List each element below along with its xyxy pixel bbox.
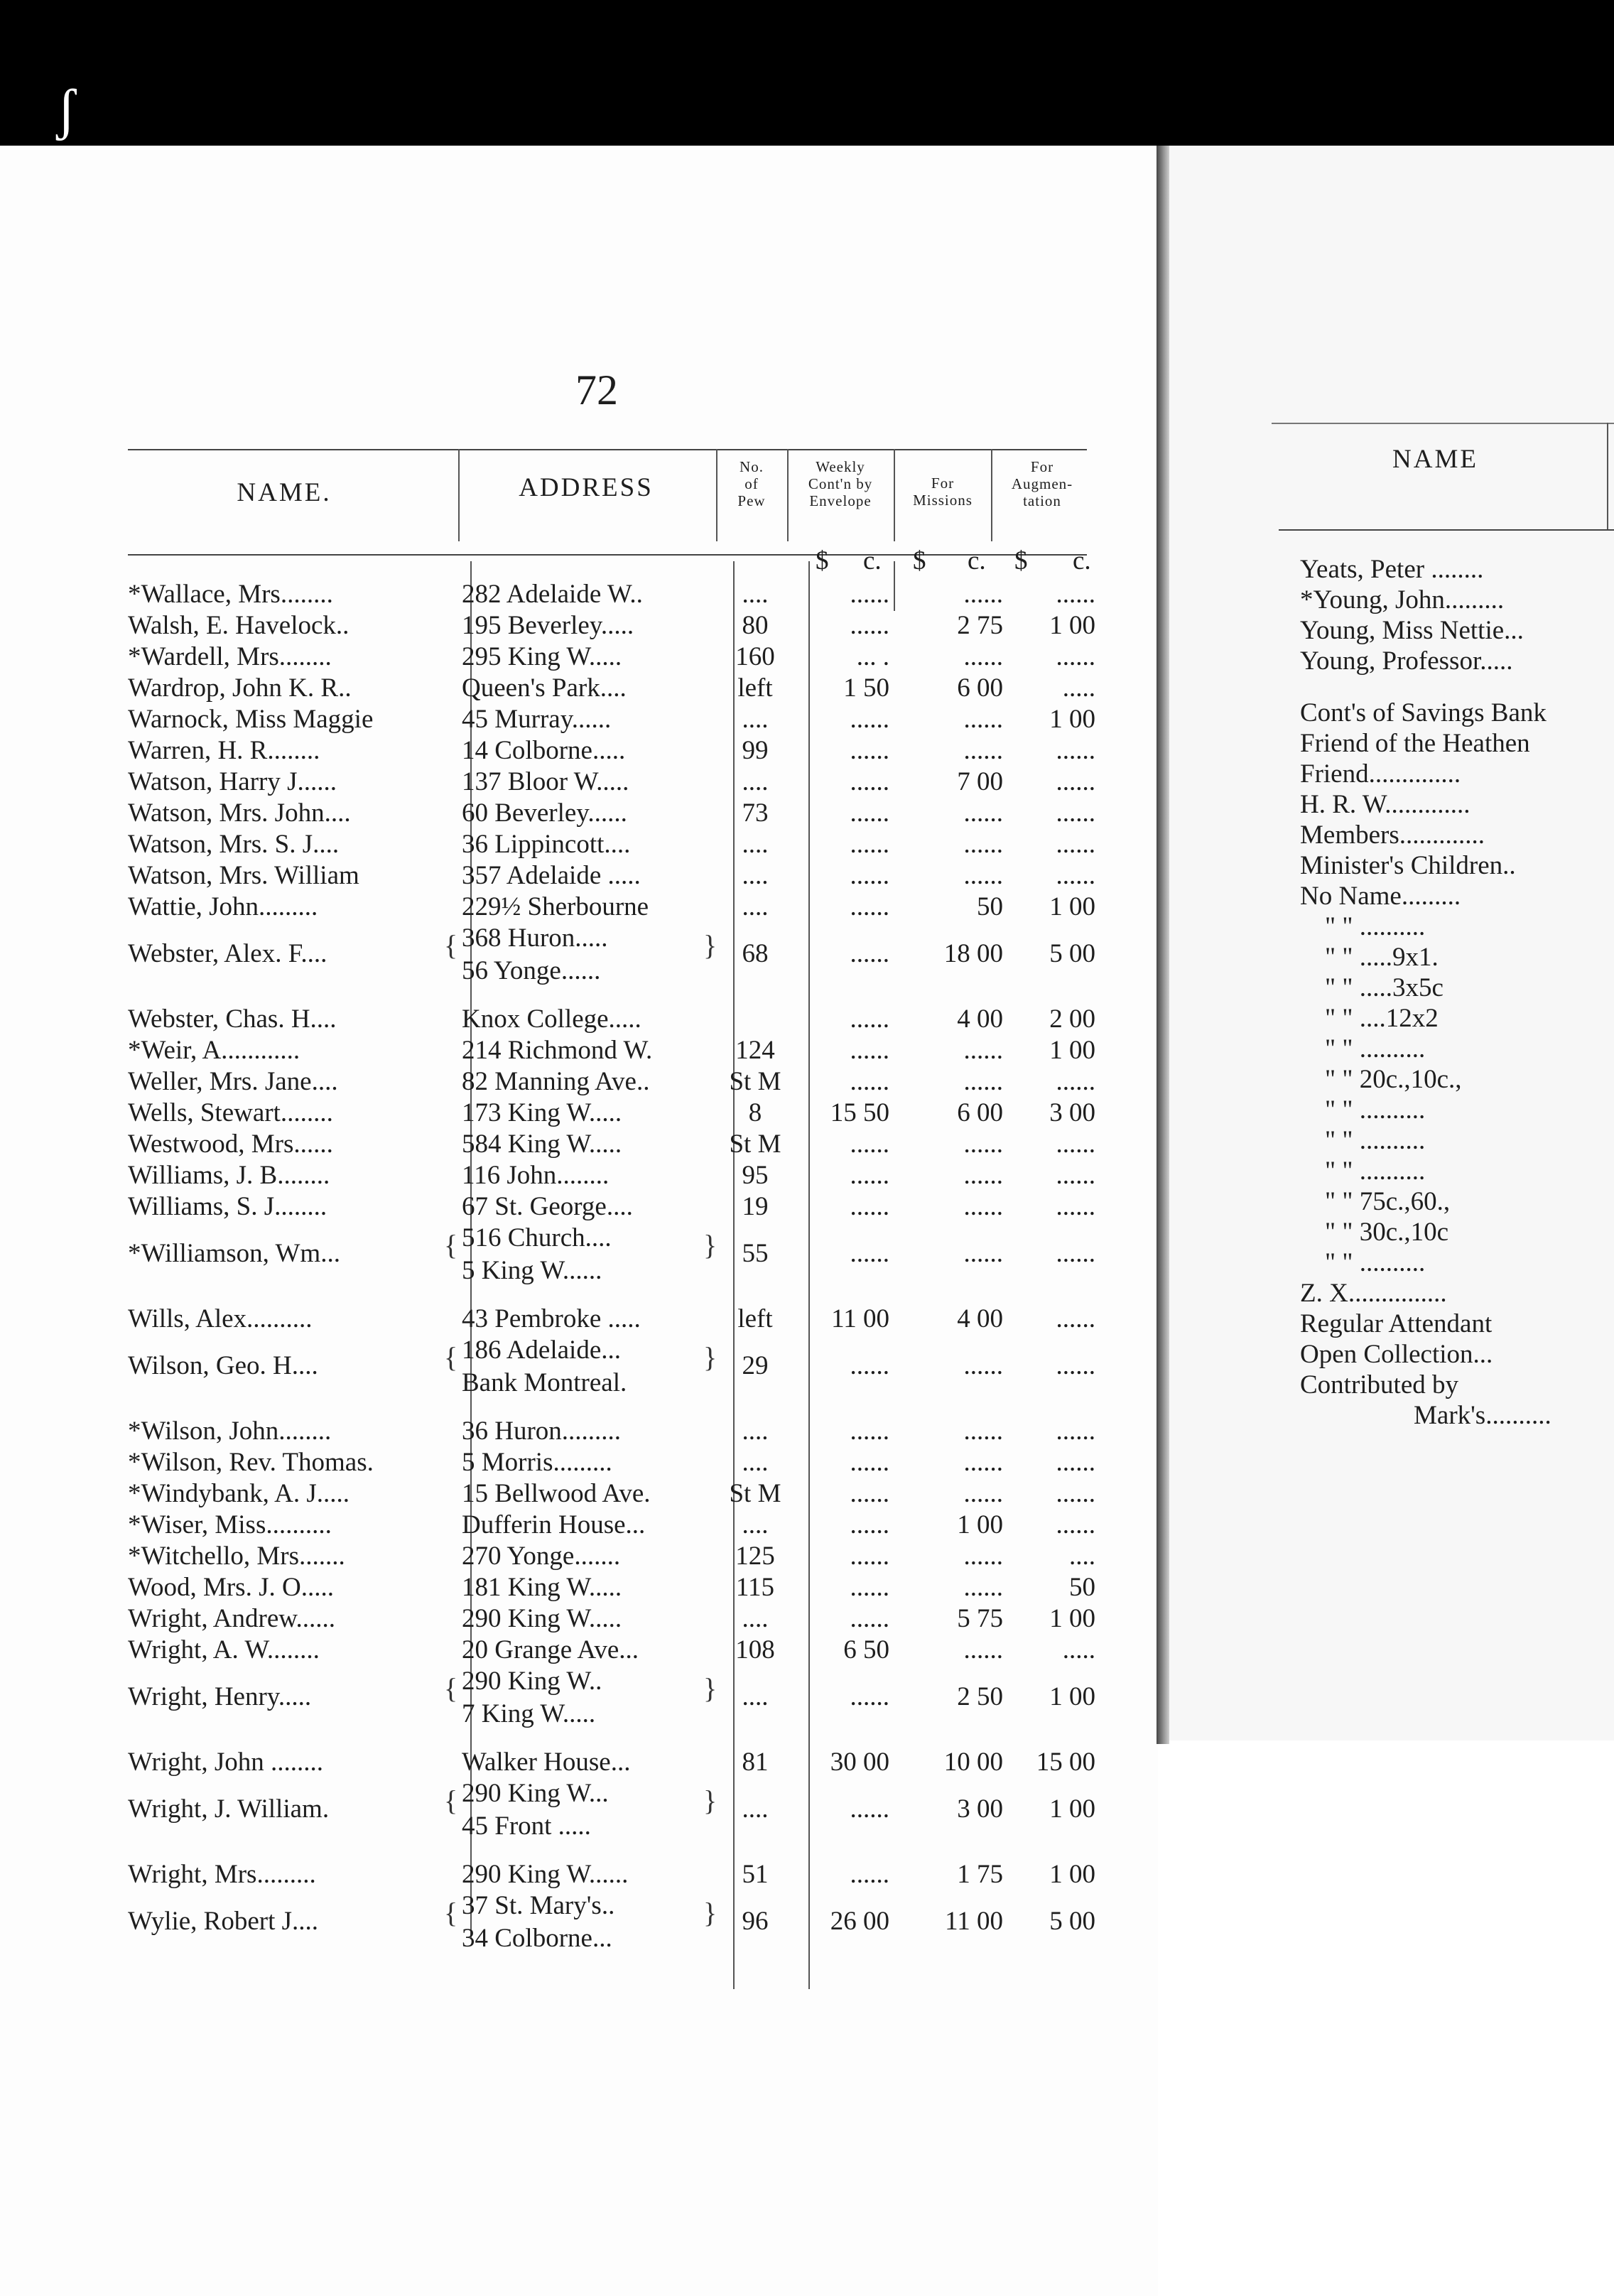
contributor-name: Wright, Andrew...... <box>128 1604 336 1633</box>
right-list-item: " " .......... <box>1325 1034 1426 1063</box>
contributor-name: Wilson, Geo. H.... <box>128 1351 318 1380</box>
currency-dollar: $ <box>1014 546 1028 575</box>
contributor-name: Wood, Mrs. J. O..... <box>128 1573 334 1602</box>
contributor-name: *Wilson, Rev. Thomas. <box>128 1448 374 1477</box>
contributor-address: 137 Bloor W..... <box>462 767 629 796</box>
book-spine <box>1157 146 1169 1744</box>
missions-contribution: ...... <box>963 1448 1003 1477</box>
pew-number: left <box>737 673 773 703</box>
missions-contribution: ...... <box>963 1161 1003 1190</box>
contributor-address: 36 Lippincott.... <box>462 830 631 859</box>
pew-number: 55 <box>742 1239 769 1268</box>
brace-right: } <box>703 1341 717 1373</box>
contributor-name: Wills, Alex.......... <box>128 1304 313 1333</box>
contributor-address: 295 King W..... <box>462 642 622 671</box>
weekly-contribution: ...... <box>850 1161 889 1190</box>
contributor-address: 36 Huron......... <box>462 1417 622 1446</box>
currency-dollar: $ <box>913 546 926 575</box>
augmentation-contribution: ...... <box>1056 1304 1095 1333</box>
contributor-name: Watson, Mrs. John.... <box>128 798 351 828</box>
currency-cents: c. <box>863 546 882 575</box>
header-pew <box>717 458 786 509</box>
header-weekly-line: Envelope <box>809 492 872 509</box>
contributor-address: 290 King W...... <box>462 1860 629 1889</box>
table-top-rule <box>128 449 1087 450</box>
right-list-item: Open Collection... <box>1300 1340 1493 1369</box>
contributor-name: Walsh, E. Havelock.. <box>128 611 350 640</box>
weekly-contribution: ...... <box>850 1682 889 1711</box>
contributor-name: *Williamson, Wm... <box>128 1239 340 1268</box>
missions-contribution: ...... <box>963 798 1003 828</box>
contributor-address-2: 5 King W...... <box>462 1256 602 1285</box>
augmentation-contribution: 1 00 <box>1049 1682 1095 1711</box>
right-list-item: " " .......... <box>1325 1157 1426 1186</box>
contributor-name: Webster, Chas. H.... <box>128 1004 337 1034</box>
contributor-address: 45 Murray...... <box>462 705 612 734</box>
right-list-item: " " 75c.,60., <box>1325 1187 1451 1216</box>
augmentation-contribution: ...... <box>1056 1448 1095 1477</box>
contributor-name: Watson, Harry J...... <box>128 767 337 796</box>
augmentation-contribution: ...... <box>1056 1161 1095 1190</box>
pew-number: St M <box>729 1130 781 1159</box>
contributor-address: 67 St. George.... <box>462 1192 633 1221</box>
pew-number: 29 <box>742 1351 769 1380</box>
weekly-contribution: ...... <box>850 580 889 609</box>
missions-contribution: ...... <box>963 1239 1003 1268</box>
right-list-item: Yeats, Peter ........ <box>1300 555 1484 584</box>
brace-right: } <box>703 1672 717 1704</box>
weekly-contribution: ...... <box>850 1417 889 1446</box>
header-pew-line: No. <box>740 458 764 475</box>
augmentation-contribution: ..... <box>1062 1635 1095 1664</box>
pew-number: .... <box>742 767 769 796</box>
right-list-item: Members............. <box>1300 821 1485 850</box>
contributor-name: *Wardell, Mrs........ <box>128 642 332 671</box>
weekly-contribution: 11 00 <box>831 1304 889 1333</box>
right-list-item: Contributed by <box>1300 1370 1459 1399</box>
weekly-contribution: 30 00 <box>830 1748 889 1777</box>
weekly-contribution: 15 50 <box>830 1098 889 1127</box>
weekly-contribution: ... . <box>856 642 889 671</box>
pew-number: .... <box>742 1604 769 1633</box>
contributor-name: Williams, S. J........ <box>128 1192 327 1221</box>
contributor-address: Knox College..... <box>462 1004 641 1034</box>
contributor-address: Queen's Park.... <box>462 673 627 703</box>
contributor-name: Wright, A. W........ <box>128 1635 320 1664</box>
weekly-contribution: ...... <box>850 939 889 968</box>
contributor-address: 229½ Sherbourne <box>462 892 649 921</box>
missions-contribution: ...... <box>963 1130 1003 1159</box>
missions-contribution: ...... <box>963 1036 1003 1065</box>
augmentation-contribution: 1 00 <box>1049 611 1095 640</box>
right-list-item: Young, Miss Nettie... <box>1300 616 1524 645</box>
missions-contribution: 18 00 <box>943 939 1003 968</box>
right-list-item: No Name......... <box>1300 882 1461 911</box>
contributor-address: 214 Richmond W. <box>462 1036 653 1065</box>
pew-number: St M <box>729 1479 781 1508</box>
pew-number: 96 <box>742 1907 769 1936</box>
pew-number: 19 <box>742 1192 769 1221</box>
contributor-address: 195 Beverley..... <box>462 611 634 640</box>
augmentation-contribution: ...... <box>1056 1192 1095 1221</box>
missions-contribution: 4 00 <box>957 1004 1003 1034</box>
right-list-item: " " 20c.,10c., <box>1325 1065 1462 1094</box>
contributor-name: Webster, Alex. F.... <box>128 939 327 968</box>
pew-number: left <box>737 1304 773 1333</box>
contributor-address: Walker House... <box>462 1748 631 1777</box>
pew-number: .... <box>742 1510 769 1539</box>
missions-contribution: ...... <box>963 1351 1003 1380</box>
weekly-contribution: ...... <box>850 1542 889 1571</box>
col-divider <box>458 449 460 541</box>
missions-contribution: ...... <box>963 861 1003 890</box>
augmentation-contribution: 15 00 <box>1036 1748 1095 1777</box>
contributor-name: *Wiser, Miss.......... <box>128 1510 332 1539</box>
weekly-contribution: 6 50 <box>843 1635 889 1664</box>
augmentation-contribution: ...... <box>1056 798 1095 828</box>
weekly-contribution: ...... <box>850 1448 889 1477</box>
missions-contribution: ...... <box>963 1192 1003 1221</box>
pew-number: 160 <box>735 642 775 671</box>
contributor-address: 270 Yonge....... <box>462 1542 621 1571</box>
contributor-address: 516 Church.... <box>462 1223 612 1252</box>
right-list-item: H. R. W............. <box>1300 790 1471 819</box>
contributor-name: Wright, John ........ <box>128 1748 323 1777</box>
augmentation-contribution: ...... <box>1056 736 1095 765</box>
right-list-item: Z. X............... <box>1300 1279 1447 1308</box>
right-list-item: *Young, John......... <box>1300 585 1505 614</box>
weekly-contribution: ...... <box>850 1192 889 1221</box>
augmentation-contribution: 3 00 <box>1049 1098 1095 1127</box>
brace-right: } <box>703 929 717 961</box>
contributor-name: Wright, Henry..... <box>128 1682 312 1711</box>
augmentation-contribution: 50 <box>1069 1573 1095 1602</box>
missions-contribution: 7 00 <box>957 767 1003 796</box>
contributor-address-2: 34 Colborne... <box>462 1924 612 1953</box>
missions-contribution: ...... <box>963 705 1003 734</box>
weekly-contribution: ...... <box>850 861 889 890</box>
header-address: ADDRESS <box>519 473 654 502</box>
right-list-item: " " ....12x2 <box>1325 1004 1439 1033</box>
contributor-address: 5 Morris......... <box>462 1448 612 1477</box>
contributor-address: 186 Adelaide... <box>462 1336 622 1365</box>
right-list-item: Regular Attendant <box>1300 1309 1493 1338</box>
missions-contribution: ...... <box>963 1479 1003 1508</box>
weekly-contribution: ...... <box>850 1239 889 1268</box>
right-list-item: Friend of the Heathen <box>1300 729 1530 758</box>
header-weekly-line: Weekly <box>816 458 865 475</box>
right-top-rule <box>1272 423 1614 424</box>
weekly-contribution: ...... <box>850 1510 889 1539</box>
missions-contribution: ...... <box>963 1417 1003 1446</box>
weekly-contribution: ...... <box>850 1604 889 1633</box>
pew-number: .... <box>742 705 769 734</box>
header-weekly-line: Cont'n by <box>808 475 873 492</box>
weekly-contribution: 1 50 <box>843 673 889 703</box>
brace-left: { <box>444 1785 458 1816</box>
header-missions <box>895 475 990 509</box>
weekly-contribution: ...... <box>850 1351 889 1380</box>
missions-contribution: 5 75 <box>957 1604 1003 1633</box>
augmentation-contribution: 1 00 <box>1049 1860 1095 1889</box>
col-divider-missions <box>894 561 895 611</box>
contributor-name: Wardrop, John K. R.. <box>128 673 352 703</box>
contributor-name: *Windybank, A. J..... <box>128 1479 350 1508</box>
right-header-rule <box>1279 529 1614 531</box>
contributor-name: *Wilson, John........ <box>128 1417 332 1446</box>
contributor-address: 584 King W..... <box>462 1130 622 1159</box>
contributor-address: 37 St. Mary's.. <box>462 1891 615 1920</box>
contributor-name: Wattie, John......... <box>128 892 318 921</box>
header-weekly <box>789 458 892 509</box>
augmentation-contribution: 5 00 <box>1049 1907 1095 1936</box>
table-header-rule <box>128 554 1087 556</box>
right-list-item: " " .......... <box>1325 1095 1426 1125</box>
brace-left: { <box>444 1229 458 1261</box>
pew-number: .... <box>742 892 769 921</box>
right-list-item: " " .....9x1. <box>1325 943 1439 972</box>
augmentation-contribution: 1 00 <box>1049 892 1095 921</box>
right-list-item: Cont's of Savings Bank <box>1300 698 1547 727</box>
weekly-contribution: ...... <box>850 798 889 828</box>
weekly-contribution: ...... <box>850 892 889 921</box>
pew-number: 8 <box>748 1098 762 1127</box>
weekly-contribution: ...... <box>850 1067 889 1096</box>
missions-contribution: ...... <box>963 580 1003 609</box>
brace-left: { <box>444 929 458 961</box>
header-aug-line: tation <box>1023 492 1061 509</box>
right-list-item: " " .....3x5c <box>1325 973 1444 1002</box>
brace-left: { <box>444 1672 458 1704</box>
augmentation-contribution: ...... <box>1056 1130 1095 1159</box>
contributor-name: Watson, Mrs. S. J.... <box>128 830 340 859</box>
missions-contribution: ...... <box>963 1573 1003 1602</box>
pew-number: 125 <box>735 1542 775 1571</box>
weekly-contribution: 26 00 <box>830 1907 889 1936</box>
right-list-item: Minister's Children.. <box>1300 851 1516 880</box>
contributor-name: Wright, Mrs......... <box>128 1860 316 1889</box>
missions-contribution: 2 75 <box>957 611 1003 640</box>
contributor-address-2: 7 King W..... <box>462 1699 596 1728</box>
weekly-contribution: ...... <box>850 705 889 734</box>
weekly-contribution: ...... <box>850 1130 889 1159</box>
contributor-address: 82 Manning Ave.. <box>462 1067 650 1096</box>
pew-number: 95 <box>742 1161 769 1190</box>
weekly-contribution: ...... <box>850 1573 889 1602</box>
currency-dollar: $ <box>816 546 829 575</box>
augmentation-contribution: ...... <box>1056 1067 1095 1096</box>
augmentation-contribution: ...... <box>1056 580 1095 609</box>
missions-contribution: 4 00 <box>957 1304 1003 1333</box>
contributor-address: 60 Beverley...... <box>462 798 627 828</box>
augmentation-contribution: 1 00 <box>1049 705 1095 734</box>
missions-contribution: 1 75 <box>957 1860 1003 1889</box>
pew-number: 108 <box>735 1635 775 1664</box>
contributor-address: 290 King W.. <box>462 1667 602 1696</box>
weekly-contribution: ...... <box>850 736 889 765</box>
contributor-name: Williams, J. B........ <box>128 1161 330 1190</box>
missions-contribution: 1 00 <box>957 1510 1003 1539</box>
missions-contribution: 11 00 <box>945 1907 1003 1936</box>
header-missions-line: Missions <box>913 492 973 509</box>
header-pew-line: of <box>744 475 759 492</box>
right-list-item: " " .......... <box>1325 1126 1426 1155</box>
missions-contribution: ...... <box>963 1635 1003 1664</box>
augmentation-contribution: ...... <box>1056 830 1095 859</box>
contributor-name: Wells, Stewart........ <box>128 1098 333 1127</box>
currency-cents: c. <box>1073 546 1091 575</box>
header-pew-line: Pew <box>737 492 766 509</box>
contributor-address: 181 King W..... <box>462 1573 622 1602</box>
contributor-address: 290 King W... <box>462 1779 609 1808</box>
pew-number: .... <box>742 1682 769 1711</box>
contributor-name: *Weir, A............ <box>128 1036 300 1065</box>
brace-left: { <box>444 1341 458 1373</box>
weekly-contribution: ...... <box>850 1860 889 1889</box>
pew-number: 124 <box>735 1036 775 1065</box>
right-list-item: Mark's.......... <box>1414 1401 1551 1430</box>
contributor-address: Dufferin House... <box>462 1510 646 1539</box>
augmentation-contribution: 2 00 <box>1049 1004 1095 1034</box>
missions-contribution: ...... <box>963 1067 1003 1096</box>
brace-right: } <box>703 1229 717 1261</box>
augmentation-contribution: 1 00 <box>1049 1604 1095 1633</box>
brace-right: } <box>703 1785 717 1816</box>
contributor-name: Westwood, Mrs...... <box>128 1130 333 1159</box>
contributor-name: Wright, J. William. <box>128 1794 330 1824</box>
augmentation-contribution: 5 00 <box>1049 939 1095 968</box>
contributor-name: Watson, Mrs. William <box>128 861 359 890</box>
pew-number: 68 <box>742 939 769 968</box>
missions-contribution: ...... <box>963 1542 1003 1571</box>
contributor-address: 20 Grange Ave... <box>462 1635 639 1664</box>
header-augmentation <box>992 458 1092 509</box>
augmentation-contribution: .... <box>1069 1542 1095 1571</box>
currency-cents: c. <box>968 546 986 575</box>
right-header-name: NAME <box>1392 445 1478 474</box>
right-list-item: Friend.............. <box>1300 759 1461 789</box>
contributor-address-2: 45 Front ..... <box>462 1812 591 1841</box>
contributor-address: 282 Adelaide W.. <box>462 580 643 609</box>
weekly-contribution: ...... <box>850 1004 889 1034</box>
contributor-address: 357 Adelaide ..... <box>462 861 641 890</box>
missions-contribution: 6 00 <box>957 1098 1003 1127</box>
pew-number: St M <box>729 1067 781 1096</box>
pew-number: .... <box>742 1417 769 1446</box>
contributor-name: Wylie, Robert J.... <box>128 1907 319 1936</box>
contributor-address: 368 Huron..... <box>462 924 608 953</box>
missions-contribution: 10 00 <box>943 1748 1003 1777</box>
augmentation-contribution: ...... <box>1056 642 1095 671</box>
contributor-address: 14 Colborne..... <box>462 736 626 765</box>
augmentation-contribution: ...... <box>1056 1479 1095 1508</box>
missions-contribution: ...... <box>963 642 1003 671</box>
pew-number: .... <box>742 1448 769 1477</box>
missions-contribution: ...... <box>963 830 1003 859</box>
contributor-address-2: Bank Montreal. <box>462 1368 627 1397</box>
weekly-contribution: ...... <box>850 767 889 796</box>
brace-left: { <box>444 1897 458 1929</box>
right-list-item: " " .......... <box>1325 912 1426 941</box>
contributor-address-2: 56 Yonge...... <box>462 956 601 985</box>
pew-number: 99 <box>742 736 769 765</box>
contributor-address: 173 King W..... <box>462 1098 622 1127</box>
fiber-mark: ʃ <box>57 79 76 141</box>
augmentation-contribution: 1 00 <box>1049 1036 1095 1065</box>
contributor-name: Warren, H. R........ <box>128 736 320 765</box>
weekly-contribution: ...... <box>850 830 889 859</box>
contributor-name: *Witchello, Mrs....... <box>128 1542 345 1571</box>
augmentation-contribution: ...... <box>1056 861 1095 890</box>
weekly-contribution: ...... <box>850 1479 889 1508</box>
header-aug-line: For <box>1030 458 1054 475</box>
right-list-item: " " .......... <box>1325 1248 1426 1277</box>
right-col-divider <box>1607 423 1608 529</box>
right-list-item: " " 30c.,10c <box>1325 1218 1449 1247</box>
pew-number: 81 <box>742 1748 769 1777</box>
contributor-name: Warnock, Miss Maggie <box>128 705 374 734</box>
augmentation-contribution: ...... <box>1056 1417 1095 1446</box>
header-name: NAME. <box>237 478 332 507</box>
weekly-contribution: ...... <box>850 611 889 640</box>
pew-number: .... <box>742 830 769 859</box>
augmentation-contribution: ...... <box>1056 1510 1095 1539</box>
pew-number: 115 <box>735 1573 775 1602</box>
augmentation-contribution: ...... <box>1056 1239 1095 1268</box>
augmentation-contribution: ..... <box>1062 673 1095 703</box>
missions-contribution: 2 50 <box>957 1682 1003 1711</box>
missions-contribution: 3 00 <box>957 1794 1003 1824</box>
contributor-address: 15 Bellwood Ave. <box>462 1479 651 1508</box>
weekly-contribution: ...... <box>850 1036 889 1065</box>
contributor-name: *Wallace, Mrs........ <box>128 580 333 609</box>
pew-number: .... <box>742 861 769 890</box>
weekly-contribution: ...... <box>850 1794 889 1824</box>
page-number: 72 <box>575 367 618 413</box>
scan-background <box>0 0 1614 146</box>
pew-number: .... <box>742 580 769 609</box>
pew-number: 73 <box>742 798 769 828</box>
right-list-item: Young, Professor..... <box>1300 646 1513 676</box>
contributor-address: 290 King W..... <box>462 1604 622 1633</box>
missions-contribution: 50 <box>977 892 1003 921</box>
brace-right: } <box>703 1897 717 1929</box>
contributor-address: 116 John........ <box>462 1161 610 1190</box>
augmentation-contribution: ...... <box>1056 1351 1095 1380</box>
right-page-margin <box>1169 1740 1614 2296</box>
contributor-address: 43 Pembroke ..... <box>462 1304 641 1333</box>
augmentation-contribution: ...... <box>1056 767 1095 796</box>
header-missions-line: For <box>931 475 955 492</box>
contributor-name: Weller, Mrs. Jane.... <box>128 1067 338 1096</box>
augmentation-contribution: 1 00 <box>1049 1794 1095 1824</box>
header-aug-line: Augmen- <box>1011 475 1073 492</box>
pew-number: 80 <box>742 611 769 640</box>
missions-contribution: ...... <box>963 736 1003 765</box>
pew-number: .... <box>742 1794 769 1824</box>
pew-number: 51 <box>742 1860 769 1889</box>
missions-contribution: 6 00 <box>957 673 1003 703</box>
